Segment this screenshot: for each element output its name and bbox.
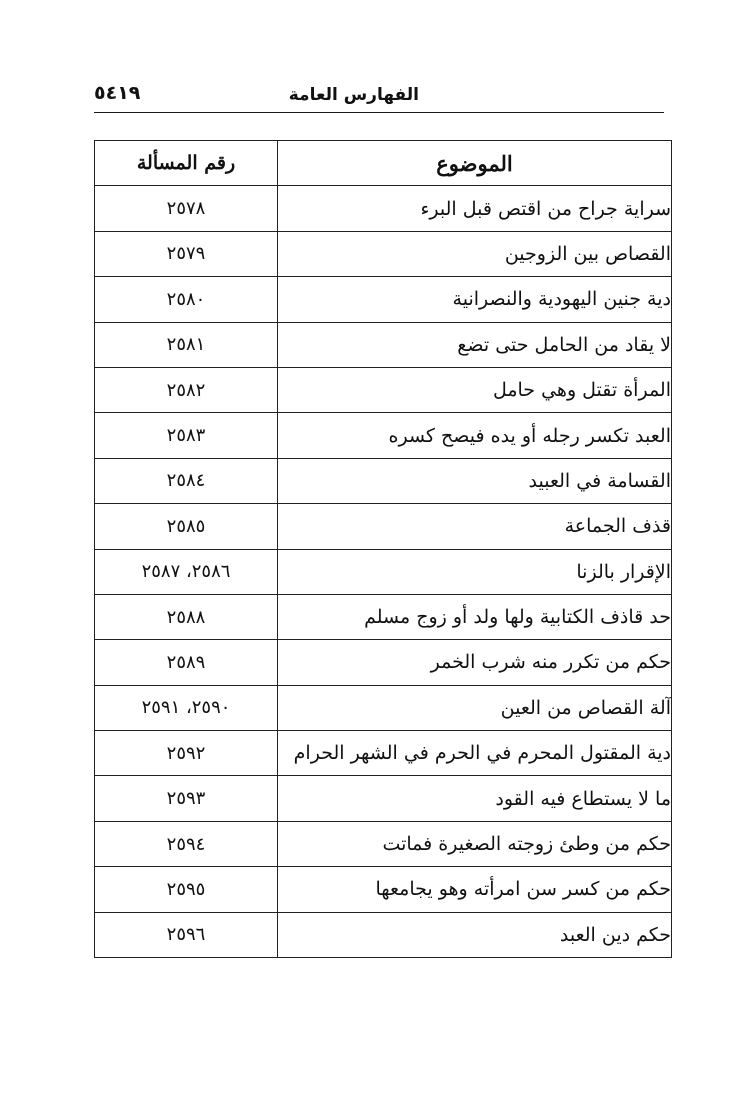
table-row: [95, 458, 672, 503]
column-header-topic: الموضوع: [278, 141, 672, 186]
table-row: [95, 322, 672, 367]
topic-cell: الإقرار بالزنا: [278, 549, 672, 594]
issue-number-cell: ٢٥٨٠: [95, 277, 278, 322]
running-title: الفهارس العامة: [288, 85, 419, 105]
topic-cell: حكم دين العبد: [278, 912, 672, 957]
topic-cell: حكم من تكرر منه شرب الخمر: [278, 640, 672, 685]
table-row: [95, 821, 672, 866]
issue-number-cell: ٢٥٨٢: [95, 367, 278, 412]
table-row: [95, 413, 672, 458]
issue-number-cell: ٢٥٩٦: [95, 912, 278, 957]
issue-number-cell: ٢٥٨٥: [95, 504, 278, 549]
column-header-number: رقم المسألة: [95, 141, 278, 186]
topic-cell: سراية جراح من اقتص قبل البرء: [278, 186, 672, 231]
issue-number-cell: ٢٥٩٢: [95, 731, 278, 776]
topic-cell: دية المقتول المحرم في الحرم في الشهر الحرام: [278, 731, 672, 776]
topic-cell: ما لا يستطاع فيه القود: [278, 776, 672, 821]
table-row: [95, 504, 672, 549]
table-row: [95, 776, 672, 821]
issue-number-cell: ٢٥٩٠، ٢٥٩١: [95, 685, 278, 730]
issue-number-cell: ٢٥٧٩: [95, 231, 278, 276]
topic-cell: المرأة تقتل وهي حامل: [278, 367, 672, 412]
table-row: [95, 367, 672, 412]
page-number: ٥٤١٩: [94, 82, 141, 104]
topic-cell: لا يقاد من الحامل حتى تضع: [278, 322, 672, 367]
table-row: [95, 549, 672, 594]
topic-cell: آلة القصاص من العين: [278, 685, 672, 730]
topic-cell: حد قاذف الكتابية ولها ولد أو زوج مسلم: [278, 594, 672, 639]
table-row: [95, 594, 672, 639]
issue-number-cell: ٢٥٨٤: [95, 458, 278, 503]
issue-number-cell: ٢٥٨٦، ٢٥٨٧: [95, 549, 278, 594]
table-row: [95, 685, 672, 730]
header-rule: [94, 112, 664, 113]
issue-number-cell: ٢٥٨٨: [95, 594, 278, 639]
table-row: [95, 640, 672, 685]
topic-cell: القصاص بين الزوجين: [278, 231, 672, 276]
topic-cell: حكم من كسر سن امرأته وهو يجامعها: [278, 867, 672, 912]
table-row: [95, 277, 672, 322]
topic-cell: القسامة في العبيد: [278, 458, 672, 503]
topic-cell: حكم من وطئ زوجته الصغيرة فماتت: [278, 821, 672, 866]
issue-number-cell: ٢٥٨٩: [95, 640, 278, 685]
topic-cell: قذف الجماعة: [278, 504, 672, 549]
issue-number-cell: ٢٥٧٨: [95, 186, 278, 231]
running-head: [94, 76, 664, 116]
issue-number-cell: ٢٥٩٣: [95, 776, 278, 821]
table-row: [95, 867, 672, 912]
issue-number-cell: ٢٥٩٤: [95, 821, 278, 866]
topic-cell: دية جنين اليهودية والنصرانية: [278, 277, 672, 322]
table-row: [95, 186, 672, 231]
table-row: [95, 912, 672, 957]
table-header-row: [95, 141, 672, 186]
issue-number-cell: ٢٥٨١: [95, 322, 278, 367]
issue-number-cell: ٢٥٩٥: [95, 867, 278, 912]
topic-cell: العبد تكسر رجله أو يده فيصح كسره: [278, 413, 672, 458]
table-row: [95, 231, 672, 276]
index-table: [94, 140, 672, 958]
issue-number-cell: ٢٥٨٣: [95, 413, 278, 458]
table-row: [95, 731, 672, 776]
